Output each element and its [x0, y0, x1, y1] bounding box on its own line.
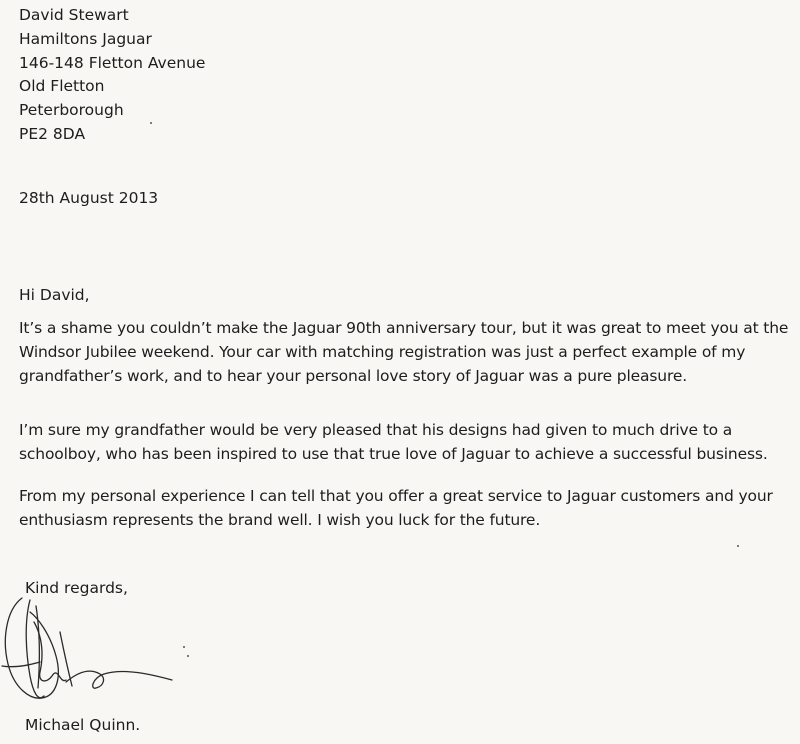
- address-line: David Stewart: [19, 6, 129, 24]
- address-line: Hamiltons Jaguar: [19, 29, 152, 48]
- paper-speck: [183, 646, 185, 648]
- paper-speck: [150, 122, 152, 124]
- address-line: 146-148 Fletton Avenue: [19, 53, 206, 72]
- paper-speck: [187, 655, 189, 657]
- address-line: PE2 8DA: [19, 124, 86, 143]
- signatory-name: Michael Quinn.: [25, 716, 141, 734]
- letter-date: 28th August 2013: [19, 189, 159, 207]
- body-paragraph: I’m sure my grandfather would be very pleased that his designs had given to much drive to a schoolboy, who has been inspired to use that true love of Jaguar to achieve a successful business.: [19, 421, 768, 463]
- greeting: Hi David,: [19, 286, 90, 304]
- address-line: Peterborough: [19, 101, 124, 120]
- body-paragraph: From my personal experience I can tell that you offer a great service to Jaguar customers and your enthusiasm represents the brand well. I wish you luck for the future.: [19, 487, 773, 529]
- paper-speck: [737, 545, 739, 547]
- address-line: Old Fletton: [19, 77, 105, 96]
- body-paragraph: It’s a shame you couldn’t make the Jaguar 90th anniversary tour, but it was great to meet you at the Windsor Jubilee weekend. Your car with matching registration was just a perfect example of my grandfather’s work, and to hear your personal love story of Jaguar was a pure pleasure.: [19, 319, 789, 385]
- sender-address: [19, 4, 205, 147]
- closing: Kind regards,: [25, 579, 128, 597]
- handwritten-signature: [0, 592, 180, 717]
